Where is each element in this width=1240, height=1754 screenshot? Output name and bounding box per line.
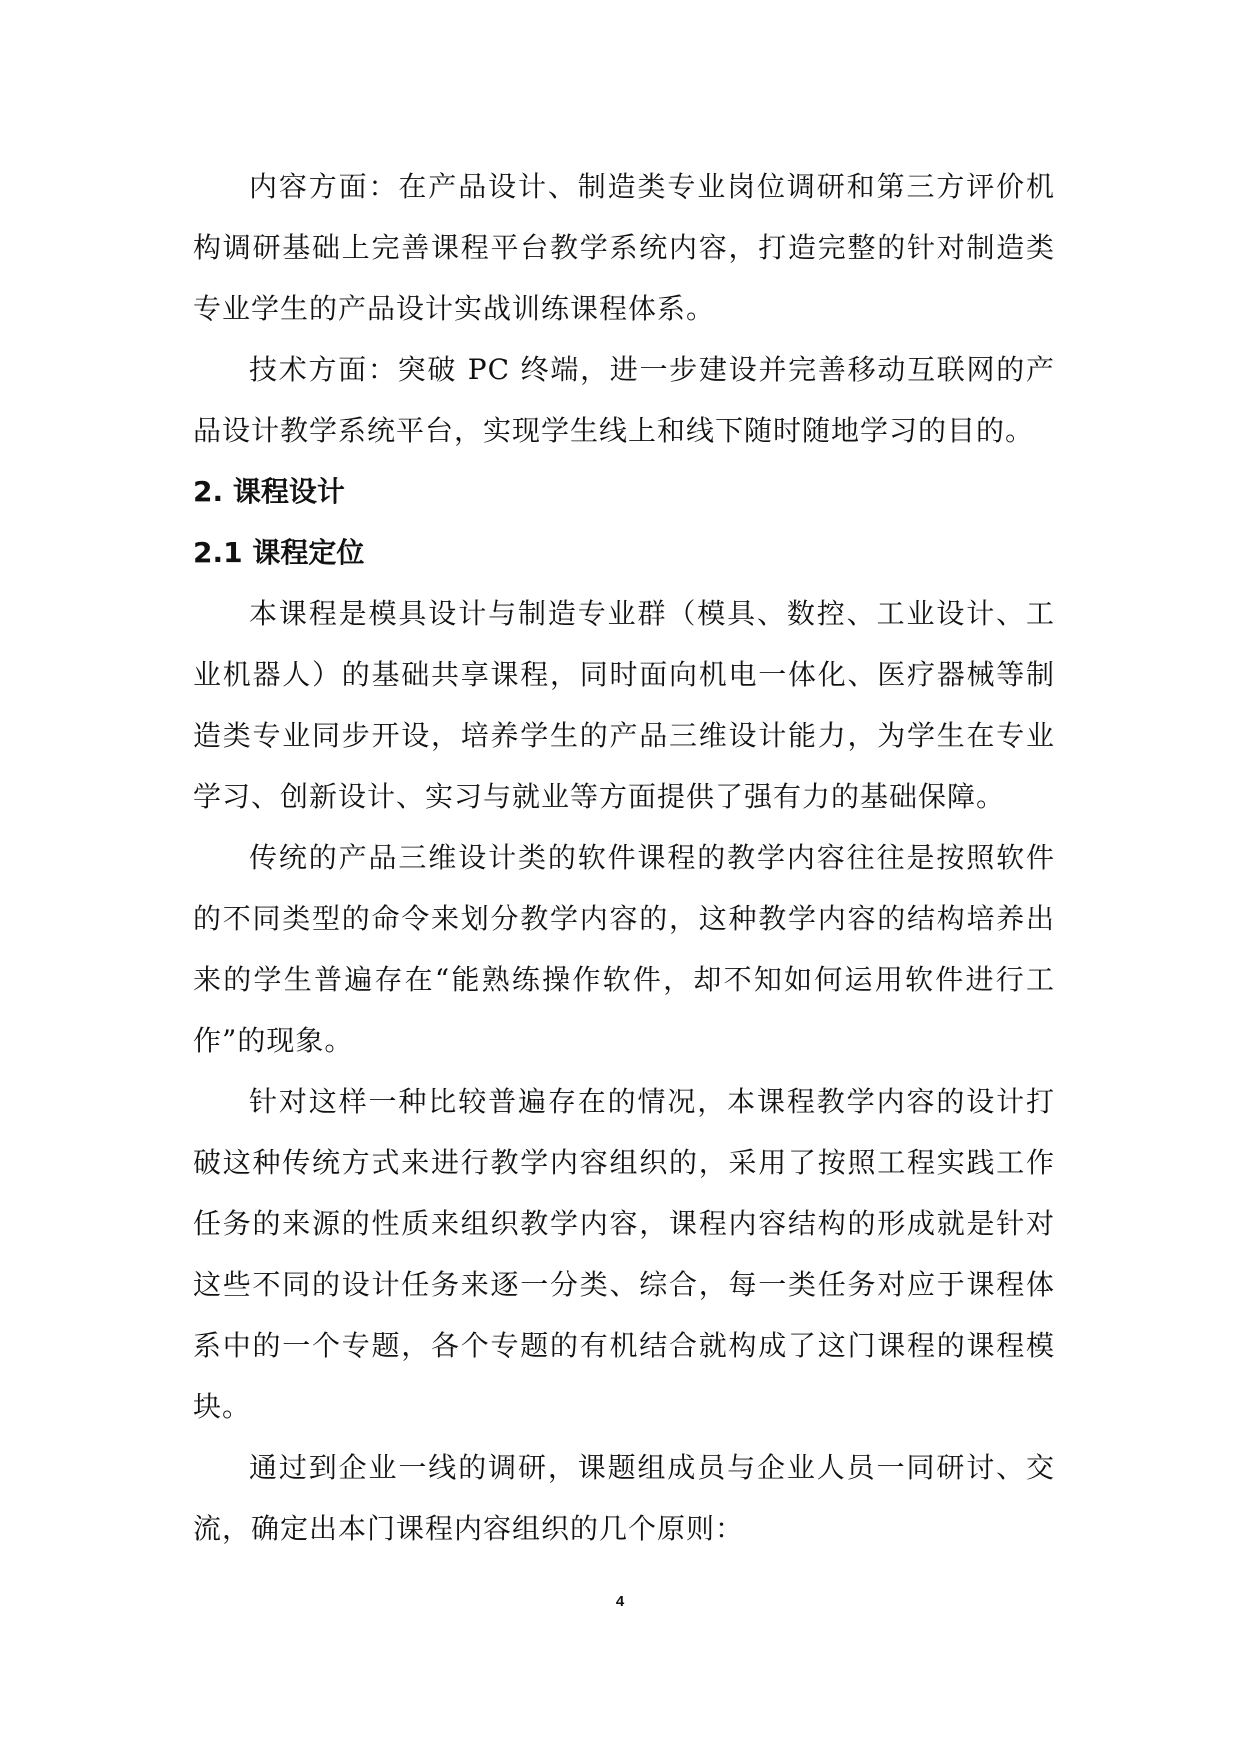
subsection-heading-course-positioning: 2.1 课程定位 [193, 536, 365, 569]
page-body [193, 156, 1055, 1559]
section-heading-course-design: 2. 课程设计 [193, 475, 345, 508]
paragraph-new-approach: 针对这样一种比较普遍存在的情况，本课程教学内容的设计打破这种传统方式来进行教学内容组织的，采用了按照工程实践工作任务的来源的性质来组织教学内容，课程内容结构的形成就是针对这些不同的设计任务来逐一分类、综合，每一类任务对应于课程体系中的一个专题，各个专题的有机结合就构成了这门课程的课程模块。 [193, 1085, 1055, 1423]
paragraph-traditional-teaching: 传统的产品三维设计类的软件课程的教学内容往往是按照软件的不同类型的命令来划分教学内容的，这种教学内容的结构培养出来的学生普遍存在“能熟练操作软件，却不知如何运用软件进行工作”的现象。 [193, 841, 1055, 1057]
paragraph-principles-intro: 通过到企业一线的调研，课题组成员与企业人员一同研讨、交流，确定出本门课程内容组织的几个原则： [193, 1451, 1055, 1545]
paragraph-technology-aspect: 技术方面：突破 PC 终端，进一步建设并完善移动互联网的产品设计教学系统平台，实现学生线上和线下随时随地学习的目的。 [193, 353, 1055, 447]
paragraph-course-positioning: 本课程是模具设计与制造专业群（模具、数控、工业设计、工业机器人）的基础共享课程，同时面向机电一体化、医疗器械等制造类专业同步开设，培养学生的产品三维设计能力，为学生在专业学习、创新设计、实习与就业等方面提供了强有力的基础保障。 [193, 597, 1055, 813]
page-number: 4 [615, 1593, 625, 1610]
paragraph-content-aspect: 内容方面：在产品设计、制造类专业岗位调研和第三方评价机构调研基础上完善课程平台教学系统内容，打造完整的针对制造类专业学生的产品设计实战训练课程体系。 [193, 170, 1055, 325]
